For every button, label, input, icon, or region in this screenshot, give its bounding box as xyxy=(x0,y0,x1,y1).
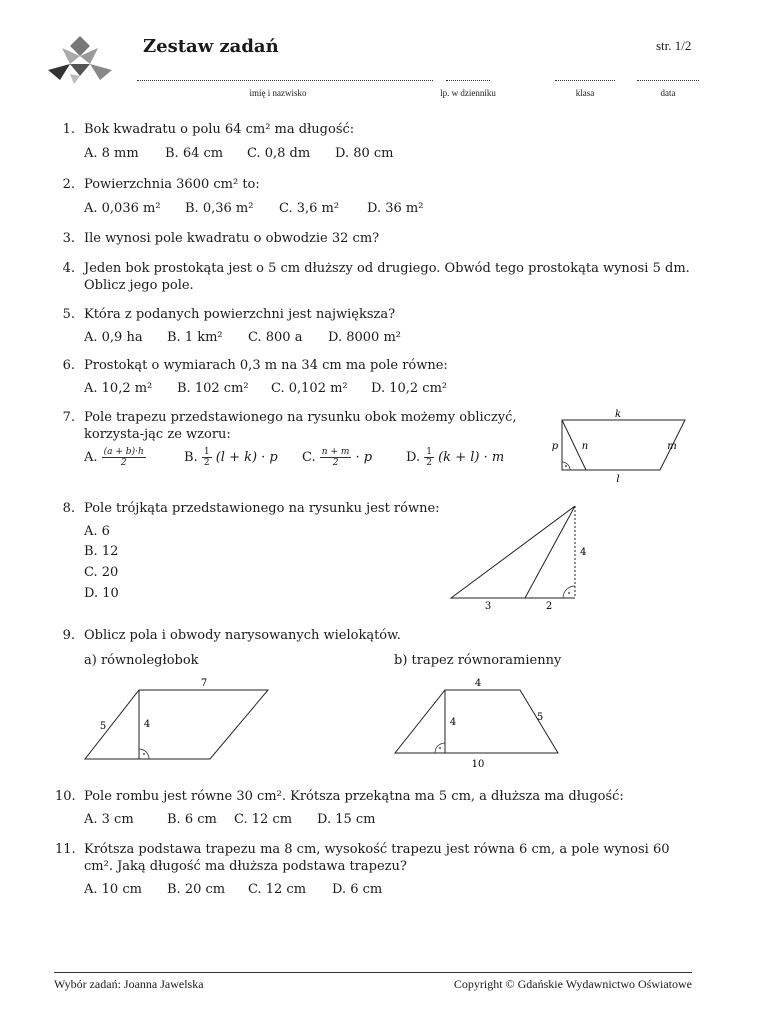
label-top-7: 7 xyxy=(200,678,208,689)
fraction xyxy=(102,447,146,468)
part-a-label: a) równoległobok xyxy=(84,653,199,668)
class-number-field[interactable] xyxy=(446,72,490,81)
option-b[interactable]: B. 1 km² xyxy=(167,330,223,345)
fraction-denominator: 2 xyxy=(203,458,210,468)
question-number: 5. xyxy=(62,307,75,322)
option-d[interactable]: D. 6 cm xyxy=(332,882,383,897)
label-bottom-10: 10 xyxy=(471,759,485,770)
page-title: Zestaw zadań xyxy=(143,36,279,57)
question-number: 6. xyxy=(62,358,75,373)
date-label: data xyxy=(660,88,676,98)
question-text: Pole rombu jest równe 30 cm². Krótsza przekątna ma 5 cm, a dłuższa ma długość: xyxy=(84,789,624,804)
label-p: p xyxy=(551,441,559,452)
label-k: k xyxy=(614,409,622,420)
question-number: 1. xyxy=(62,122,75,137)
question-text: Prostokąt o wymiarach 0,3 m na 34 cm ma pole równe: xyxy=(84,358,448,373)
fraction xyxy=(202,447,212,468)
question-number: 4. xyxy=(62,261,75,276)
label-l: l xyxy=(616,474,620,485)
option-c[interactable]: C. 12 cm xyxy=(234,812,293,827)
footer-author: Wybór zadań: Joanna Jawelska xyxy=(54,977,204,991)
class-label: klasa xyxy=(575,88,595,98)
option-c[interactable] xyxy=(302,447,372,468)
option-b[interactable]: B. 6 cm xyxy=(167,812,217,827)
footer-divider xyxy=(54,972,692,973)
part-b-label: b) trapez równoramienny xyxy=(394,653,562,668)
label-side-5: 5 xyxy=(536,712,544,723)
option-letter: C. xyxy=(302,450,316,465)
option-b[interactable]: B. 12 xyxy=(84,544,119,559)
fraction-denominator: 2 xyxy=(332,458,339,468)
option-b[interactable] xyxy=(184,447,278,468)
label-height-4: 4 xyxy=(580,547,587,558)
question-text: Ile wynosi pole kwadratu o obwodzie 32 cm? xyxy=(84,231,380,246)
formula-body: (k + l) · m xyxy=(438,450,505,465)
question-text: Oblicz pola i obwody narysowanych wielokątów. xyxy=(84,628,401,643)
option-c[interactable]: C. 20 xyxy=(84,565,119,580)
option-d[interactable]: D. 36 m² xyxy=(367,201,424,216)
option-d[interactable]: D. 10 xyxy=(84,586,119,601)
option-c[interactable]: C. 3,6 m² xyxy=(279,201,340,216)
option-a[interactable]: A. 10,2 m² xyxy=(84,381,153,396)
option-d[interactable]: D. 10,2 cm² xyxy=(371,381,448,396)
label-base-2: 2 xyxy=(545,601,553,612)
question-number: 10. xyxy=(55,789,76,804)
option-d[interactable]: D. 80 cm xyxy=(335,146,394,161)
option-b[interactable]: B. 102 cm² xyxy=(177,381,249,396)
option-a[interactable]: A. 0,036 m² xyxy=(84,201,161,216)
class-number-label: lp. w dzienniku xyxy=(440,88,496,98)
option-letter: B. xyxy=(184,450,198,465)
label-n: n xyxy=(581,441,589,452)
publisher-logo xyxy=(48,34,112,86)
label-top-4: 4 xyxy=(474,678,482,689)
option-b[interactable]: B. 0,36 m² xyxy=(185,201,254,216)
option-a[interactable]: A. 6 xyxy=(84,524,110,539)
question-text: Pole trapezu przedstawionego na rysunku obok możemy obliczyć, korzysta-jąc ze wzoru: xyxy=(84,410,517,442)
option-d[interactable]: D. 15 cm xyxy=(317,812,376,827)
page-number: str. 1/2 xyxy=(656,38,692,53)
fraction-denominator: 2 xyxy=(426,458,432,468)
fraction-denominator: 2 xyxy=(120,458,127,468)
fraction-numerator: n + m xyxy=(321,447,350,457)
option-c[interactable]: C. 0,102 m² xyxy=(271,381,348,396)
fraction-numerator: 1 xyxy=(203,447,210,457)
option-b[interactable]: B. 64 cm xyxy=(165,146,224,161)
label-height-4: 4 xyxy=(449,717,457,728)
option-a[interactable]: A. 0,9 ha xyxy=(84,330,143,345)
name-label: imię i nazwisko xyxy=(249,88,307,98)
question-number: 2. xyxy=(62,177,75,192)
option-c[interactable]: C. 12 cm xyxy=(248,882,307,897)
parallelogram-figure xyxy=(80,675,280,765)
option-c[interactable]: C. 800 a xyxy=(248,330,303,345)
label-height-4: 4 xyxy=(143,719,151,730)
fraction xyxy=(424,447,434,468)
fraction-numerator: 1 xyxy=(426,447,432,457)
option-a[interactable]: A. 8 mm xyxy=(84,146,139,161)
name-field[interactable] xyxy=(137,72,433,81)
question-text: Która z podanych powierzchni jest największa? xyxy=(84,307,396,322)
option-b[interactable]: B. 20 cm xyxy=(167,882,226,897)
question-number: 3. xyxy=(62,231,75,246)
question-text: Bok kwadratu o polu 64 cm² ma długość: xyxy=(84,122,355,137)
question-number: 7. xyxy=(62,410,75,425)
question-text: Krótsza podstawa trapezu ma 8 cm, wysokość trapezu jest równa 6 cm, a pole wynosi 60 cm². Jaką długość ma dłuższa podstawa trapezu? xyxy=(84,842,670,874)
option-letter: D. xyxy=(406,450,421,465)
isosceles-trapezoid-figure xyxy=(390,675,570,773)
fraction xyxy=(320,447,352,468)
option-d[interactable]: D. 8000 m² xyxy=(328,330,401,345)
question-number: 9. xyxy=(62,628,75,643)
label-m: m xyxy=(667,441,677,452)
date-field[interactable] xyxy=(637,72,699,81)
label-base-3: 3 xyxy=(484,601,492,612)
question-number: 11. xyxy=(55,842,76,857)
formula-body: (l + k) · p xyxy=(215,450,278,465)
fraction-numerator: (a + b)·h xyxy=(103,447,144,457)
class-field[interactable] xyxy=(555,72,615,81)
option-d[interactable] xyxy=(406,447,504,468)
question-number: 8. xyxy=(62,501,75,516)
triangle-figure-q8 xyxy=(445,500,590,615)
option-a[interactable]: A. 3 cm xyxy=(84,812,134,827)
question-text: Jeden bok prostokąta jest o 5 cm dłuższy od drugiego. Obwód tego prostokąta wynosi 5 dm. Oblicz jego pole. xyxy=(84,261,690,293)
option-letter: A. xyxy=(84,450,98,465)
question-text: Powierzchnia 3600 cm² to: xyxy=(84,177,260,192)
option-c[interactable]: C. 0,8 dm xyxy=(247,146,311,161)
footer-copyright: Copyright © Gdańskie Wydawnictwo Oświatowe xyxy=(453,977,692,991)
option-a[interactable] xyxy=(84,447,146,468)
option-a[interactable]: A. 10 cm xyxy=(84,882,142,897)
label-side-5: 5 xyxy=(99,721,107,732)
trapezoid-figure-q7 xyxy=(545,406,695,488)
formula-body: · p xyxy=(355,450,373,465)
question-text: Pole trójkąta przedstawionego na rysunku jest równe: xyxy=(84,501,440,516)
